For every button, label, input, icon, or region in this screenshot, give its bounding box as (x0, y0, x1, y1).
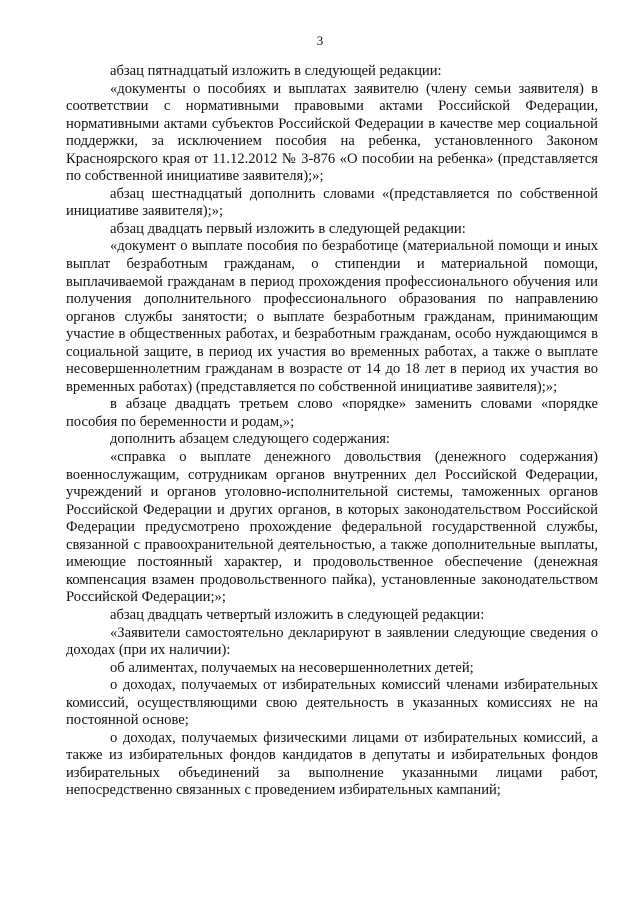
income-item-alimony: об алиментах, получаемых на несовершеннолетних детей; (110, 659, 474, 676)
paragraph-16-amendment: абзац шестнадцатый дополнить словами «(представляется по собственной инициативе заявителя);»; (66, 185, 598, 220)
paragraph-24-amendment-intro: абзац двадцать четвертый изложить в следующей редакции: (110, 606, 485, 623)
paragraph-15-new-text: «документы о пособиях и выплатах заявителю (члену семьи заявителя) в соответствии с нормативными правовыми актами Российской Федерации, нормативными актами субъектов Российской Федерации в качестве мер социальной поддержки, за исключением пособия на ребенка, установленного Законом Красноярского края от 11.12.2012 № 3-876 «О пособии на ребенка» (представляется по собственной инициативе заявителя);»; (66, 80, 598, 185)
new-paragraph-intro: дополнить абзацем следующего содержания: (110, 431, 390, 448)
paragraph-23-amendment: в абзаце двадцать третьем слово «порядке» заменить словами «порядке пособия по беременности и родам,»; (66, 396, 598, 430)
paragraph-15-amendment-intro: абзац пятнадцатый изложить в следующей редакции: (110, 63, 442, 79)
paragraph-21-new-text: «документ о выплате пособия по безработице (материальной помощи и иных выплат безработным гражданам, о стипендии и материальной помощи, выплачиваемой гражданам в период прохождения профессионального обучения или получения дополнительного профессионального образования по направлению органов службы занятости; о выплате безработным гражданам, принимающим участие в общественных работах, и безработным гражданам, особо нуждающимся в социальной защите, в период их участия во временных работах, а также о выплате несовершеннолетним гражданам в возрасте от 14 до 18 лет в период их участия во временных работах) (представляется по собственной инициативе заявителя);»; (66, 238, 598, 395)
paragraph-21-amendment-intro: абзац двадцать первый изложить в следующей редакции: (110, 220, 466, 237)
income-item-election-funds: о доходах, получаемых физическими лицами от избирательных комиссий, а также из избирательных фондов кандидатов в депутаты и избирательных фондов избирательных объединений за выполнение указанными лицами работ, непосредственно связанных с проведением избирательных кампаний; (66, 729, 598, 799)
income-item-commission-members: о доходах, получаемых от избирательных комиссий членами избирательных комиссий, осуществляющими свою деятельность в указанных комиссиях не на постоянной основе; (66, 677, 598, 729)
page-number: 3 (316, 33, 324, 48)
document-body (66, 63, 598, 800)
paragraph-24-new-text: «Заявители самостоятельно декларируют в заявлении следующие сведения о доходах (при их наличии): (66, 624, 598, 659)
new-paragraph-text: «справка о выплате денежного довольствия (денежного содержания) военнослужащим, сотрудникам органов внутренних дел Российской Федерации, учреждений и органов уголовно-исполнительной системы, таможенных органов Российской Федерации и других органов, в которых законодательством Российской Федерации предусмотрено прохождение федеральной государственной службы, связанной с правоохранительной деятельностью, а также дополнительные выплаты, имеющие постоянный характер, и продовольственное обеспечение (денежная компенсация взамен продовольственного пайка), установленные законодательством Российской Федерации;»; (66, 449, 598, 606)
